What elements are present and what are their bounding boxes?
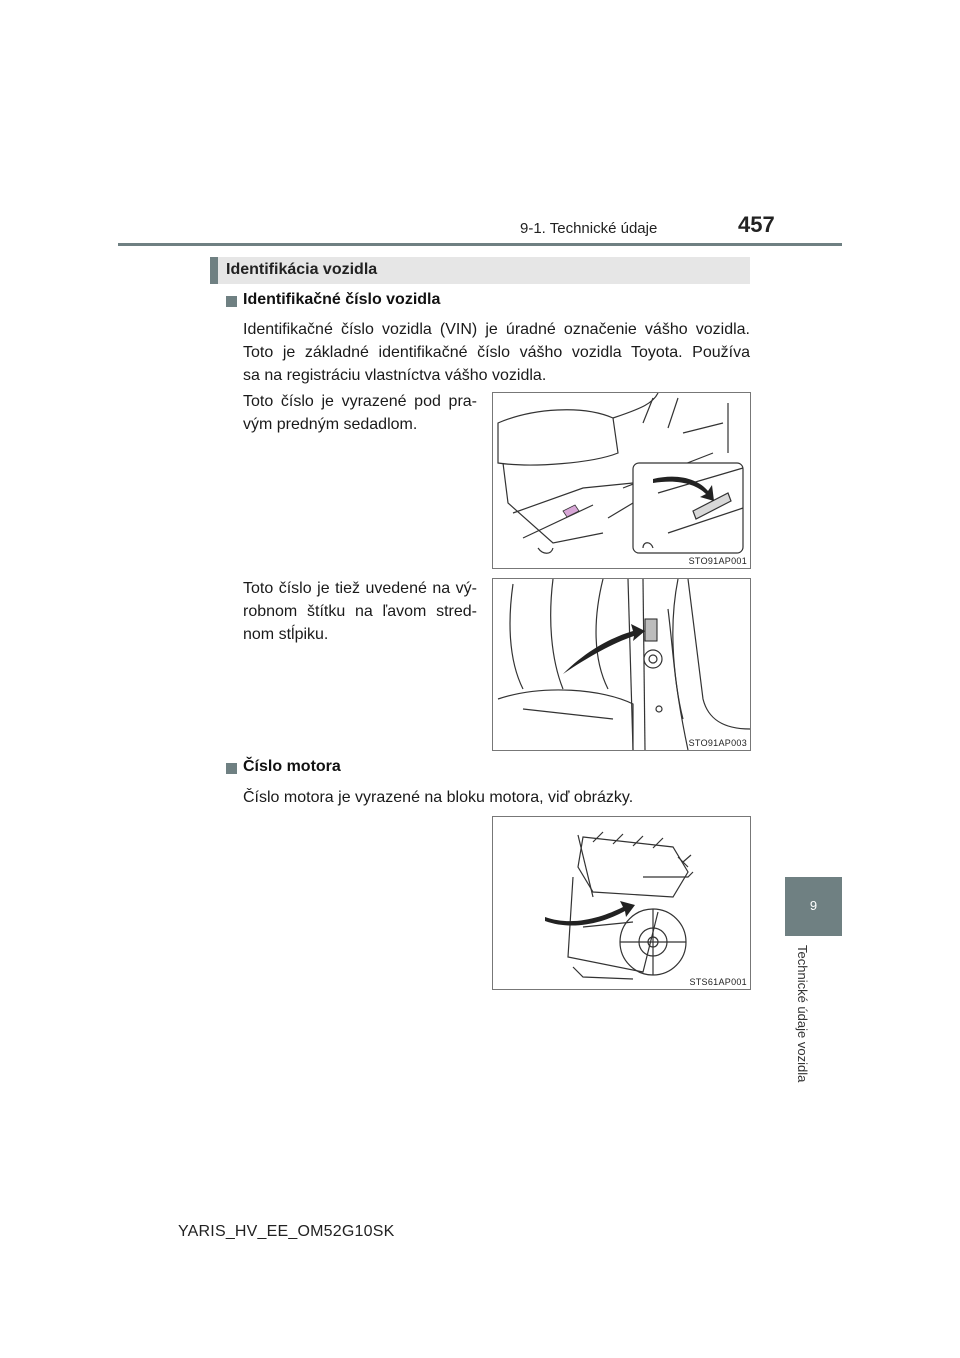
figure-vin-under-seat <box>492 392 751 569</box>
engine-text: Číslo motora je vyrazené na bloku motora, viď obrázky. <box>243 789 634 806</box>
vin-location-pillar <box>243 577 477 646</box>
vin-location-pillar-line: Toto číslo je tiež uvedené na vý- <box>243 580 477 597</box>
vin-location-pillar-line: nom stĺpiku. <box>243 626 329 643</box>
chapter-tab-label: Technické údaje vozidla <box>795 945 810 1083</box>
figure-code: STS61AP001 <box>689 977 747 987</box>
header-rule <box>118 243 842 246</box>
bullet-square-icon <box>226 763 237 774</box>
figure-vin-center-pillar <box>492 578 751 751</box>
vin-location-seat-line: Toto číslo je vyrazené pod pra- <box>243 393 477 410</box>
vin-location-seat-line: vým predným sedadlom. <box>243 416 418 433</box>
vin-location-pillar-line: robnom štítku na ľavom stred- <box>243 603 477 620</box>
header-section: 9-1. Technické údaje <box>520 220 658 237</box>
figure-engine-number <box>492 816 751 990</box>
footer-doc-code: YARIS_HV_EE_OM52G10SK <box>178 1223 395 1240</box>
vin-heading: Identifikačné číslo vozidla <box>243 291 441 308</box>
vin-intro-line: sa na registráciu vlastníctva vášho vozidla. <box>243 367 547 384</box>
chapter-tab[interactable] <box>785 877 842 936</box>
vin-intro <box>243 318 750 387</box>
section-title-bar <box>210 257 750 284</box>
vin-intro-line: Toto je základné identifikačné číslo vášho vozidla Toyota. Používa <box>243 344 750 361</box>
vin-location-seat <box>243 390 477 436</box>
page-number: 457 <box>738 212 775 237</box>
figure-code: STO91AP003 <box>688 738 747 748</box>
seat-floor-illustration-icon <box>493 393 750 568</box>
chapter-tab-number: 9 <box>809 898 818 913</box>
section-title-accent <box>210 257 218 284</box>
engine-block-illustration-icon <box>493 817 750 989</box>
center-pillar-illustration-icon <box>493 579 750 750</box>
bullet-square-icon <box>226 296 237 307</box>
figure-code: STO91AP001 <box>688 556 747 566</box>
section-title: Identifikácia vozidla <box>226 261 378 278</box>
engine-heading: Číslo motora <box>243 758 341 775</box>
vin-intro-line: Identifikačné číslo vozidla (VIN) je úradné označenie vášho vozidla. <box>243 321 750 338</box>
